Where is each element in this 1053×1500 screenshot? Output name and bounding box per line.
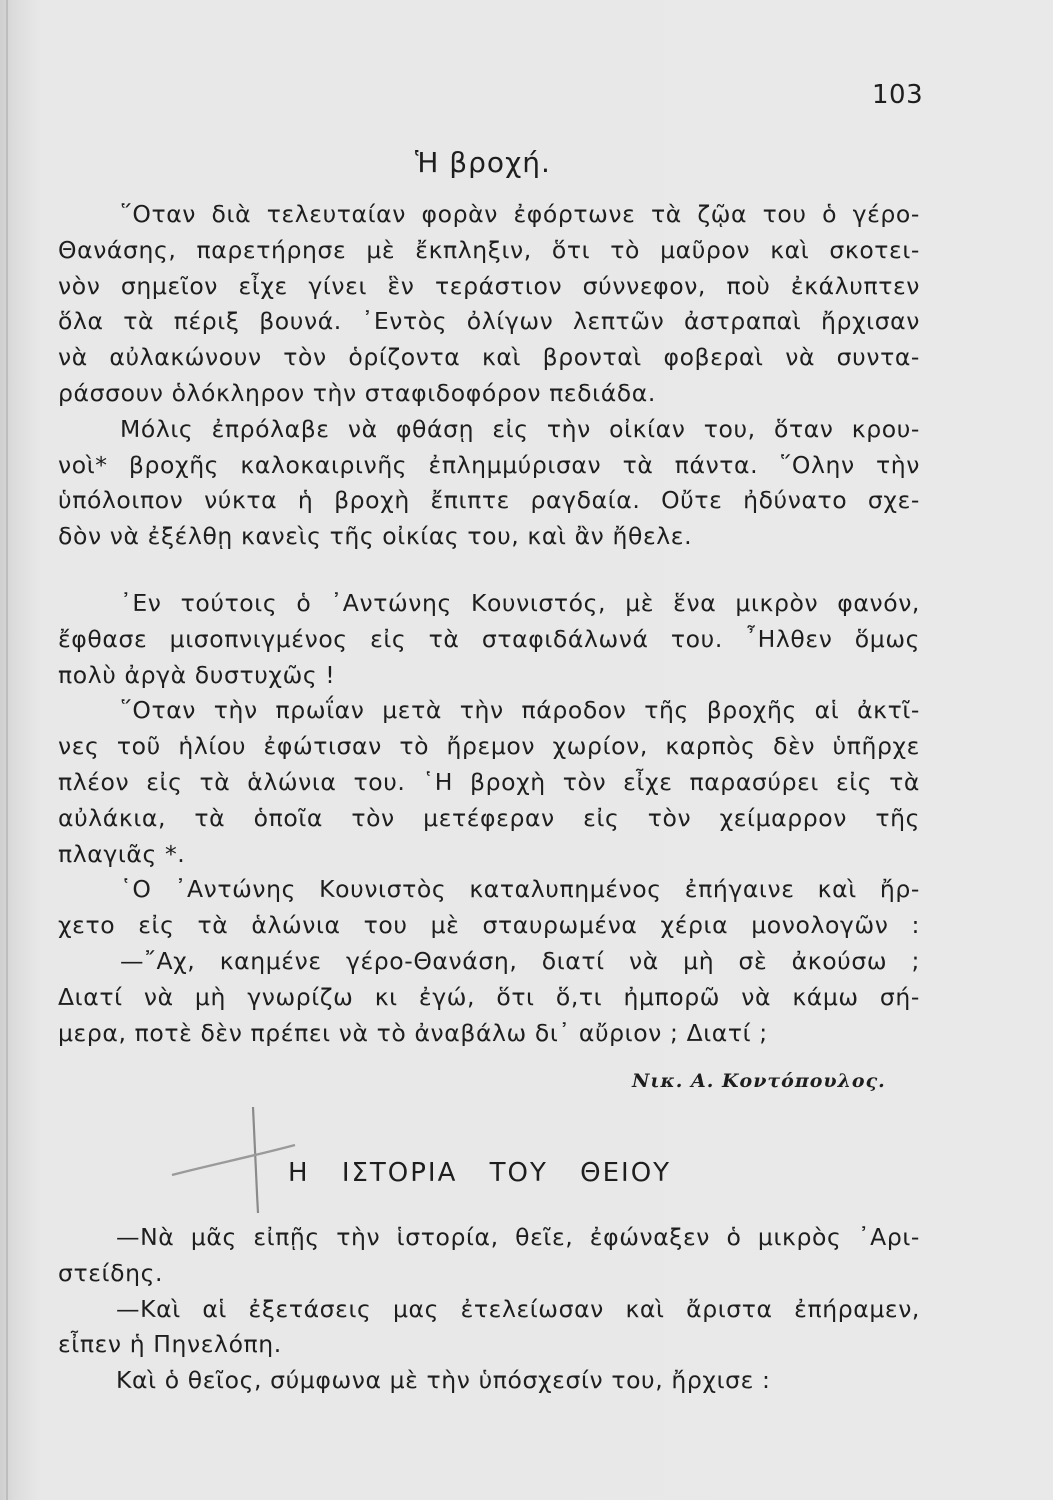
story-two-paragraph [58, 1220, 920, 1399]
text-line: πλέον εἰς τὰ ἁλώνια του. ῾Η βροχὴ τὸν εἶχε παρασύρει εἰς τὰ [58, 767, 920, 796]
text-line: στείδης. [58, 1258, 164, 1287]
text-line: δὸν νὰ ἐξέλθῃ κανεὶς τῆς οἰκίας του, καὶ ἂν ἤθελε. [58, 522, 693, 551]
text-line: μερα, ποτὲ δὲν πρέπει νὰ τὸ ἀναβάλω δι᾿ αὔριον ; Διατί ; [58, 1018, 768, 1047]
story-one-paragraph-a [58, 197, 920, 555]
text-line: ράσσουν ὁλόκληρον τὴν σταφιδοφόρον πεδιάδα. [58, 378, 656, 407]
text-line: Θανάσης, παρετήρησε μὲ ἔκπληξιν, ὅτι τὸ μαῦρον καὶ σκοτει- [58, 235, 920, 264]
text-line: Καὶ ὁ θεῖος, σύμφωνα μὲ τὴν ὑπόσχεσίν του, ἤρχισε : [116, 1366, 771, 1395]
text-line: ῞Οταν διὰ τελευταίαν φορὰν ἐφόρτωνε τὰ ζῷα του ὁ γέρο- [120, 200, 920, 228]
text-line: —Καὶ αἱ ἐξετάσεις μας ἐτελείωσαν καὶ ἄριστα ἐπήραμεν, [116, 1294, 920, 1323]
text-line: Μόλις ἐπρόλαβε νὰ φθάσῃ εἰς τὴν οἰκίαν του, ὅταν κρου- [120, 414, 920, 443]
text-line: ῞Οταν τὴν πρωΐαν μετὰ τὴν πάροδον τῆς βροχῆς αἱ ἀκτῖ- [120, 696, 920, 725]
text-line: πολὺ ἀργὰ δυστυχῶς ! [58, 660, 336, 689]
text-line: νες τοῦ ἡλίου ἐφώτισαν τὸ ἤρεμον χωρίον, καρπὸς δὲν ὑπῆρχε [58, 732, 920, 761]
text-line: νὸν σημεῖον εἶχε γίνει ἓν τεράστιον σύννεφον, ποὺ ἐκάλυπτεν [58, 271, 920, 300]
pencil-mark-icon [170, 1105, 300, 1215]
text-line: ῾Ο ᾿Αντώνης Κουνιστὸς καταλυπημένος ἐπήγαινε καὶ ἤρ- [120, 875, 920, 904]
text-line: ἔφθασε μισοπνιγμένος εἰς τὰ σταφιδάλωνά του. ῏Ηλθεν ὅμως [58, 624, 920, 653]
page-gutter [6, 0, 8, 1500]
text-line: ὅλα τὰ πέριξ βουνά. ᾿Εντὸς ὀλίγων λεπτῶν ἀστραπαὶ ἤρχισαν [58, 307, 920, 336]
text-line: πλαγιᾶς *. [58, 839, 186, 868]
author-signature: Νικ. Α. Κοντόπουλος. [632, 1070, 886, 1092]
text-line: εἶπεν ἡ Πηνελόπη. [58, 1330, 282, 1359]
story-one-paragraph-b [58, 586, 920, 1051]
text-line: χετο εἰς τὰ ἁλώνια του μὲ σταυρωμένα χέρια μονολογῶν : [58, 911, 920, 940]
text-line: Διατί νὰ μὴ γνωρίζω κι ἐγώ, ὅτι ὅ,τι ἠμπορῶ νὰ κάμω σή- [58, 982, 920, 1011]
section-title: Η ΙΣΤΟΡΙΑ ΤΟΥ ΘΕΙΟΥ [288, 1158, 672, 1188]
page-number: 103 [872, 80, 924, 110]
text-line: ὑπόλοιπον νύκτα ἡ βροχὴ ἔπιπτε ραγδαία. Οὔτε ἠδύνατο σχε- [58, 486, 920, 515]
text-line: —῎Αχ, καημένε γέρο-Θανάση, διατί νὰ μὴ σὲ ἀκούσω ; [120, 946, 920, 975]
text-line: ᾿Εν τούτοις ὁ ᾿Αντώνης Κουνιστός, μὲ ἕνα μικρὸν φανόν, [120, 589, 920, 617]
text-line: αὐλάκια, τὰ ὁποῖα τὸν μετέφεραν εἰς τὸν χείμαρρον τῆς [58, 803, 920, 832]
text-line: —Νὰ μᾶς εἰπῇς τὴν ἱστορία, θεῖε, ἐφώναξεν ὁ μικρὸς ᾿Αρι- [116, 1223, 920, 1251]
text-line: νοὶ* βροχῆς καλοκαιρινῆς ἐπλημμύρισαν τὰ πάντα. ῞Ολην τὴν [58, 450, 920, 479]
text-line: νὰ αὐλακώνουν τὸν ὁρίζοντα καὶ βρονταὶ φοβεραὶ νὰ συντα- [58, 343, 920, 372]
story-title: Ἡ βροχή. [415, 146, 551, 179]
